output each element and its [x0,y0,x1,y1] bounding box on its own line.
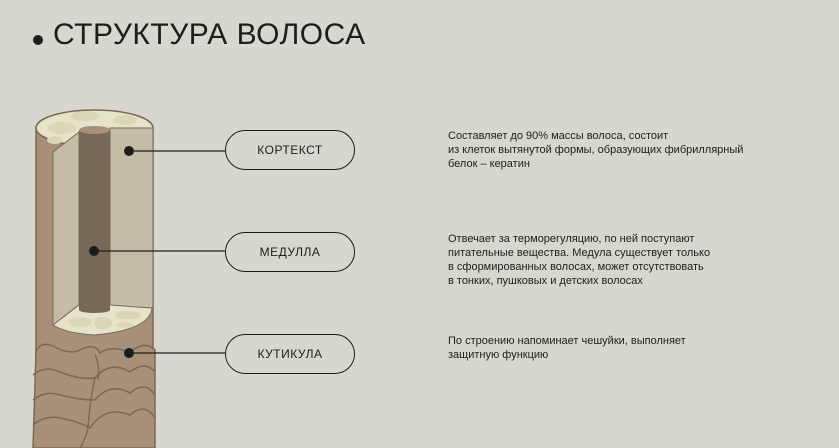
label-cuticle: КУТИКУЛА [225,334,355,374]
label-cortex: КОРТЕКСТ [225,130,355,170]
cuticle-scales [33,344,155,448]
cuticle-marker [124,348,134,358]
title-text: СТРУКТУРА ВОЛОСА [53,18,366,51]
cortex-description: Составляет до 90% массы волоса, состоит из клеток вытянутой формы, образующих фибриллярный белок – кератин [448,130,744,170]
label-medulla: МЕДУЛЛА [225,232,355,272]
cuticle-description: По строению напоминает чешуйки, выполняет защитную функцию [448,335,686,361]
medulla-description: Отвечает за терморегуляцию, по ней поступают питательные вещества. Медула существует только в сформированных волосах, может отсутствовать в тонких, пушковых и детских волосах [448,233,711,287]
cortex-left-face [53,132,79,325]
medulla-marker [89,246,99,256]
medulla [79,130,110,310]
cortex-marker [124,146,134,156]
